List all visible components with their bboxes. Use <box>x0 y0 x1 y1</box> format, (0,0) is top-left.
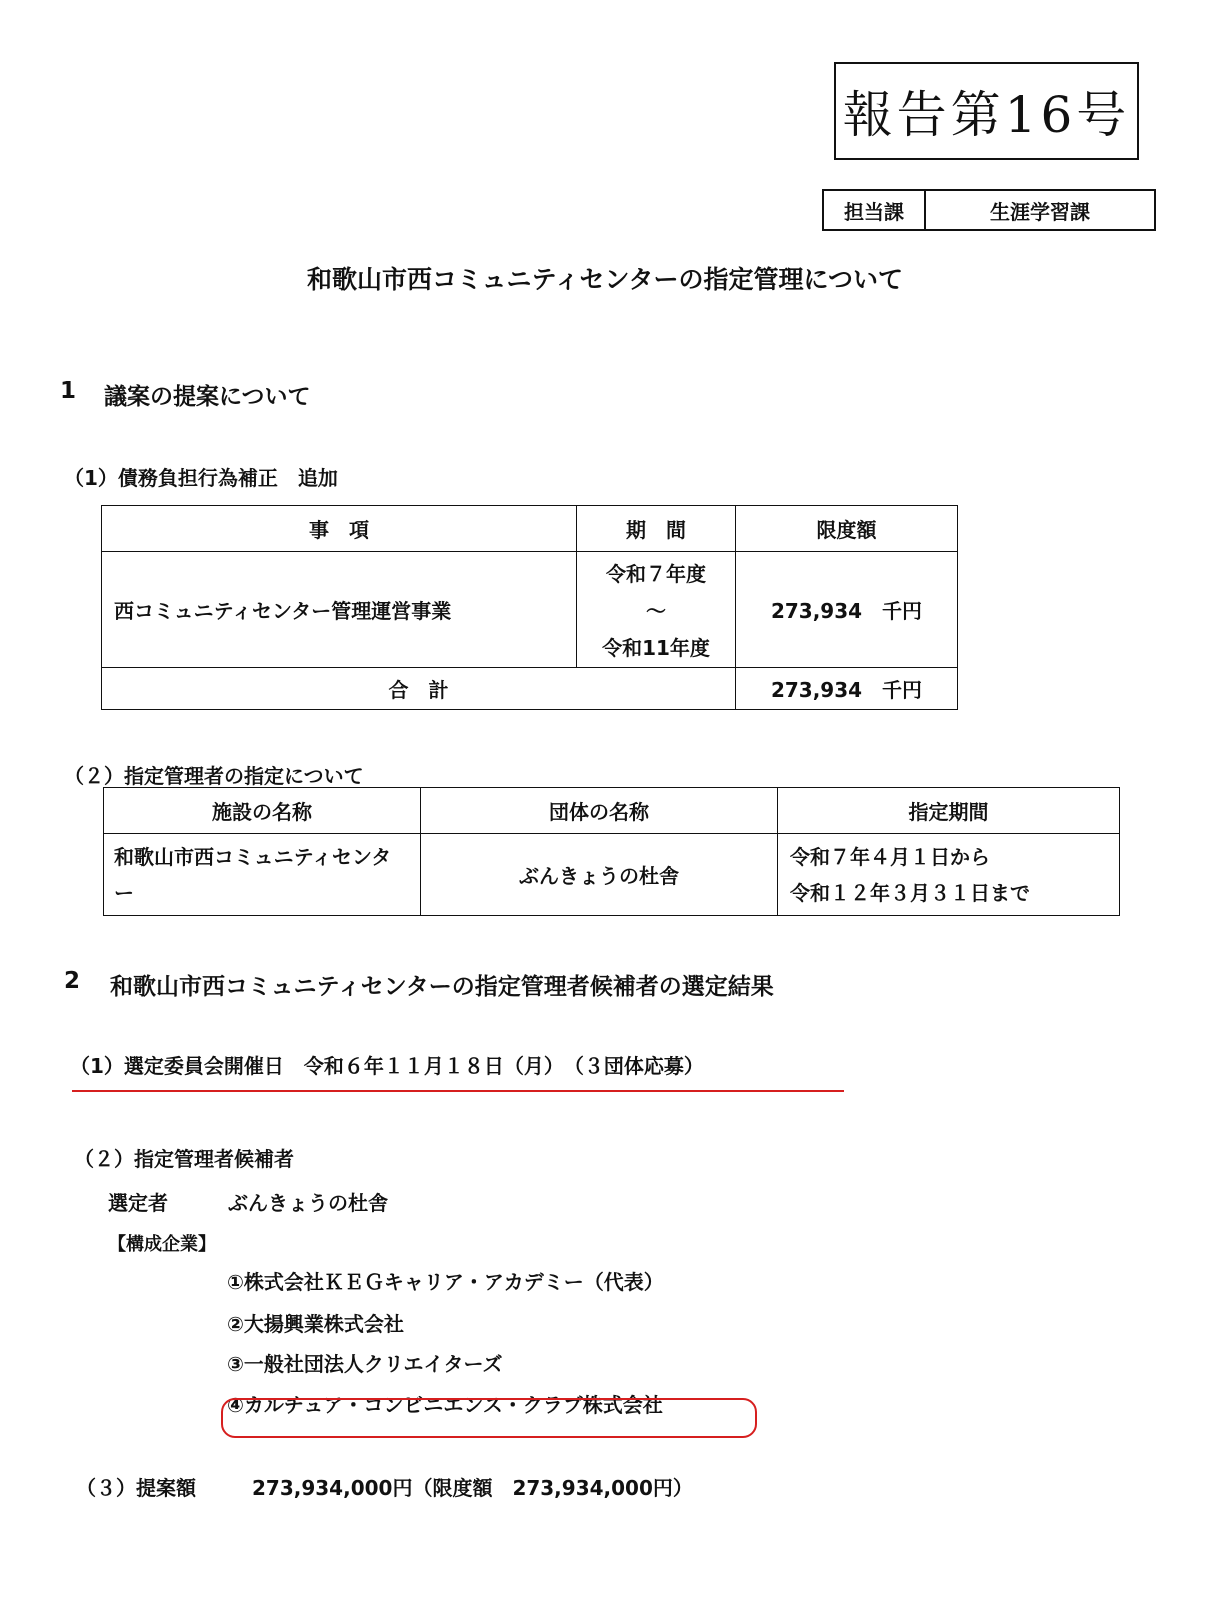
proposal-amount-label: （３）提案額 <box>76 1476 196 1500</box>
debt-burden-table <box>101 505 958 710</box>
red-circle-annotation <box>221 1398 757 1438</box>
member-item: ④カルチュア・コンビニエンス・クラブ株式会社 <box>227 1393 663 1417</box>
section1-number: 1 <box>60 378 77 404</box>
table-row <box>102 552 958 668</box>
department-value: 生涯学習課 <box>990 199 1090 224</box>
organization-name: ぶんきょうの杜舎 <box>421 834 778 916</box>
period-separator: 〜 <box>646 599 666 623</box>
selected-label: 選定者 <box>108 1191 168 1215</box>
total-amount: 273,934 千円 <box>736 668 958 710</box>
section1-heading: 議案の提案について <box>104 384 311 410</box>
col-header-item: 事 項 <box>102 506 577 552</box>
section1-sub2-label: （２）指定管理者の指定について <box>64 764 364 788</box>
report-number: 報告第16号 <box>834 62 1139 160</box>
facility-name: 和歌山市西コミュニティセンター <box>104 834 421 916</box>
total-label: 合 計 <box>102 668 736 710</box>
col-header-period: 期 間 <box>577 506 736 552</box>
red-underline-annotation <box>72 1090 844 1092</box>
designation-from: 令和７年４月１日から <box>790 844 990 869</box>
limit-amount: 273,934 千円 <box>736 552 958 668</box>
members-label: 【構成企業】 <box>108 1234 216 1255</box>
designation-to: 令和１２年３月３１日まで <box>790 880 1030 905</box>
period-to: 令和11年度 <box>602 636 710 660</box>
section2-heading: 和歌山市西コミュニティセンターの指定管理者候補者の選定結果 <box>110 974 774 1000</box>
section1-sub1-label: （1）債務負担行為補正 追加 <box>64 466 338 490</box>
designation-period <box>778 834 1120 916</box>
department-label: 担当課 <box>824 191 926 229</box>
member-item: ③一般社団法人クリエイターズ <box>227 1352 503 1376</box>
selected-name: ぶんきょうの杜舎 <box>228 1191 388 1215</box>
candidate-label: （２）指定管理者候補者 <box>74 1147 294 1171</box>
document-title: 和歌山市西コミュニティセンターの指定管理について <box>306 265 903 294</box>
department-box <box>822 189 1156 231</box>
proposal-amount-value: 273,934,000円（限度額 273,934,000円） <box>252 1476 693 1500</box>
member-item: ②大揚興業株式会社 <box>227 1312 404 1336</box>
period-from: 令和７年度 <box>606 562 706 586</box>
table-row <box>104 834 1120 916</box>
total-row <box>102 668 958 710</box>
selection-meeting-date: （1）選定委員会開催日 令和６年１１月１８日（月） （３団体応募） <box>70 1054 704 1078</box>
period-cell <box>577 552 736 668</box>
item-name: 西コミュニティセンター管理運営事業 <box>102 552 577 668</box>
col-header-limit: 限度額 <box>736 506 958 552</box>
section2-number: 2 <box>64 968 81 994</box>
col-header-organization: 団体の名称 <box>421 788 778 834</box>
col-header-designation-period: 指定期間 <box>778 788 1120 834</box>
designation-table <box>103 787 1120 916</box>
member-item: ①株式会社ＫＥＧキャリア・アカデミー（代表） <box>227 1270 664 1294</box>
col-header-facility: 施設の名称 <box>104 788 421 834</box>
